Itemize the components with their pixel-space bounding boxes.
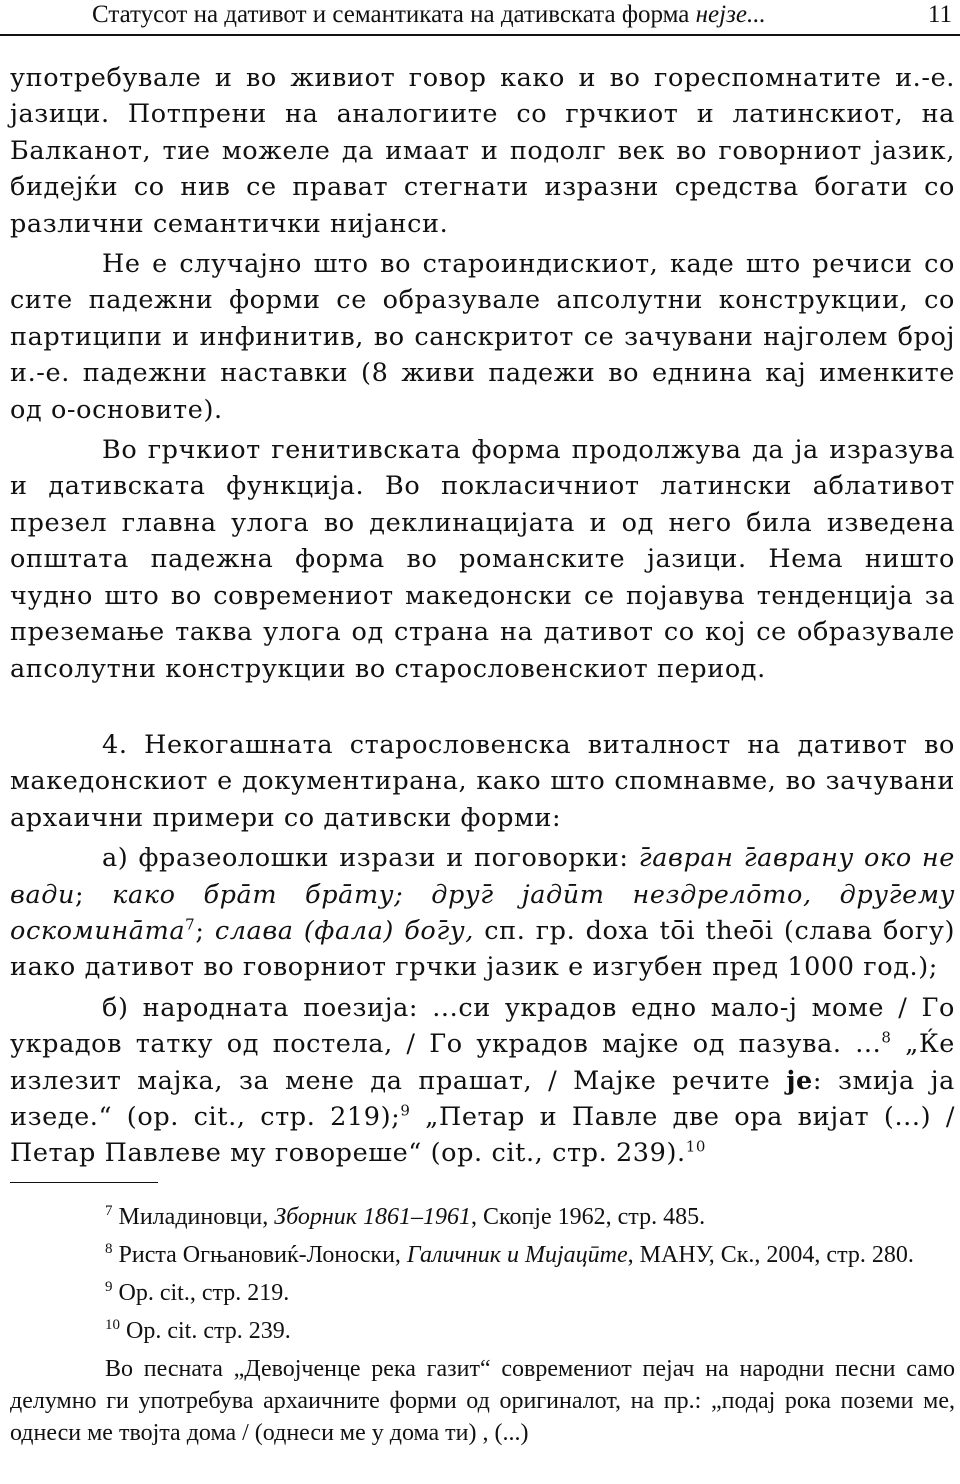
paragraph-5: а) фразеолошки изрази и поговорки: г̄авран г̄аврану око не вади; како бра̄т бра̄ту; друг̄ јадӣт нездрело̄то, друг̄ему $оскомина̄та^7$; слава (фала) бог̄у, сп. гр. doxa tō̄i theō̄i (слава богу) иако дативот во говорниот грчки јазик е изгубен пред 1000 год.);: [10, 843, 955, 983]
paragraph-3: Во грчкиот генитивската форма продолжува да ја изразува и дативската функција. Во покласичниот латински аблативот презел главна улога во деклинацијата и од него била изведена општата падежна форма во романските јазици. Нема ништо чудно што во современиот македонски се појавува тенденција за преземање таква улога од страна на дативот со кој се образувале апсолутни конструкции во старословенскиот период.: [10, 435, 955, 684]
footnote-note: Во песната „Девојченце река газит“ современиот пејач на народни песни само делумно ги употребува архаичните форми од оригиналот, на пр.: „подај рока поземи ме, однеси ме твојта дома / (однеси ме у дома ти) , (...): [10, 1356, 955, 1446]
footnote-ref-10[interactable]: 10: [685, 1137, 707, 1156]
footnote-9: $^9$ Op. cit., стр. 219.: [105, 1279, 290, 1306]
header-title: Статусот на дативот и семантиката на дативската форма нејзе...: [92, 1, 766, 28]
running-header: [0, 0, 960, 36]
footnote-ref-8[interactable]: 8: [881, 1028, 892, 1047]
footnote-7: $^7$ Миладиновци, Зборник 1861–1961, Скопје 1962, стр. 485.: [105, 1203, 706, 1230]
footnote-ref-7[interactable]: 7: [185, 915, 196, 934]
paragraph-2: Не е случајно што во староиндискиот, каде што речиси со сите падежни форми се образувале апсолутни конструкции, со партиципи и инфинитив, во санскритот се зачувани најголем број и.-е. падежни наставки (8 живи падежи во еднина кај именките од о-основите).: [10, 249, 955, 425]
footnote-8: $^8$ Риста Огњановиќ-Лоноски, Галичник и Мијацӣте, МАНУ, Ск., 2004, стр. 280.: [105, 1241, 914, 1268]
paragraph-6: б) народната поезија: ...си украдов едно мало-ј моме / Го украдов татку од постела, / Го украдов мајке од пазува. ...$^8$ „Ќе излезит мајка, за мене да прашат, / Мајке речите је: змија ја изеде.“ (op. cit., стр. 219);$^9$ „Петар и Павле две ора вијат (...) / Петар Павлеве му говореше“ (op. cit., стр. 239).$^{10}$: [10, 992, 956, 1169]
footnote-divider: [10, 1182, 158, 1201]
example-italic-2: како бра̄т бра̄ту; друг̄ јадӣт нездрело̄то, друг̄ему оскомина̄та: [10, 879, 955, 946]
bold-word: је: [786, 1065, 813, 1096]
example-italic-3: слава (фала) бог̄у,: [214, 915, 474, 946]
footnote-10: $^{10}$ Op. cit. стр. 239.: [105, 1317, 291, 1344]
main-text: [10, 60, 955, 1172]
page-number: 11: [927, 1, 952, 28]
paragraph-4: 4. Некогашната старословенска виталност на дативот во македонскиот е документирана, како што спомнавме, во зачувани архаични примери со дативски форми:: [10, 729, 955, 833]
footnote-ref-9[interactable]: 9: [400, 1101, 411, 1120]
example-italic-1: г̄авран г̄аврану око не вади: [10, 843, 955, 910]
paragraph-1: употребувале и во живиот говор како и во гореспомнатите и.-е. јазици. Потпрени на аналогиите со грчкиот и латинскиот, на Балканот, тие можеле да имаат и подолг век во говорниот јазик, бидејќи со нив се прават стегнати изразни средства богати со различни семантички нијанси.: [10, 63, 955, 239]
footnotes: [10, 1182, 955, 1449]
header-title-italic: нејзе...: [695, 1, 766, 28]
